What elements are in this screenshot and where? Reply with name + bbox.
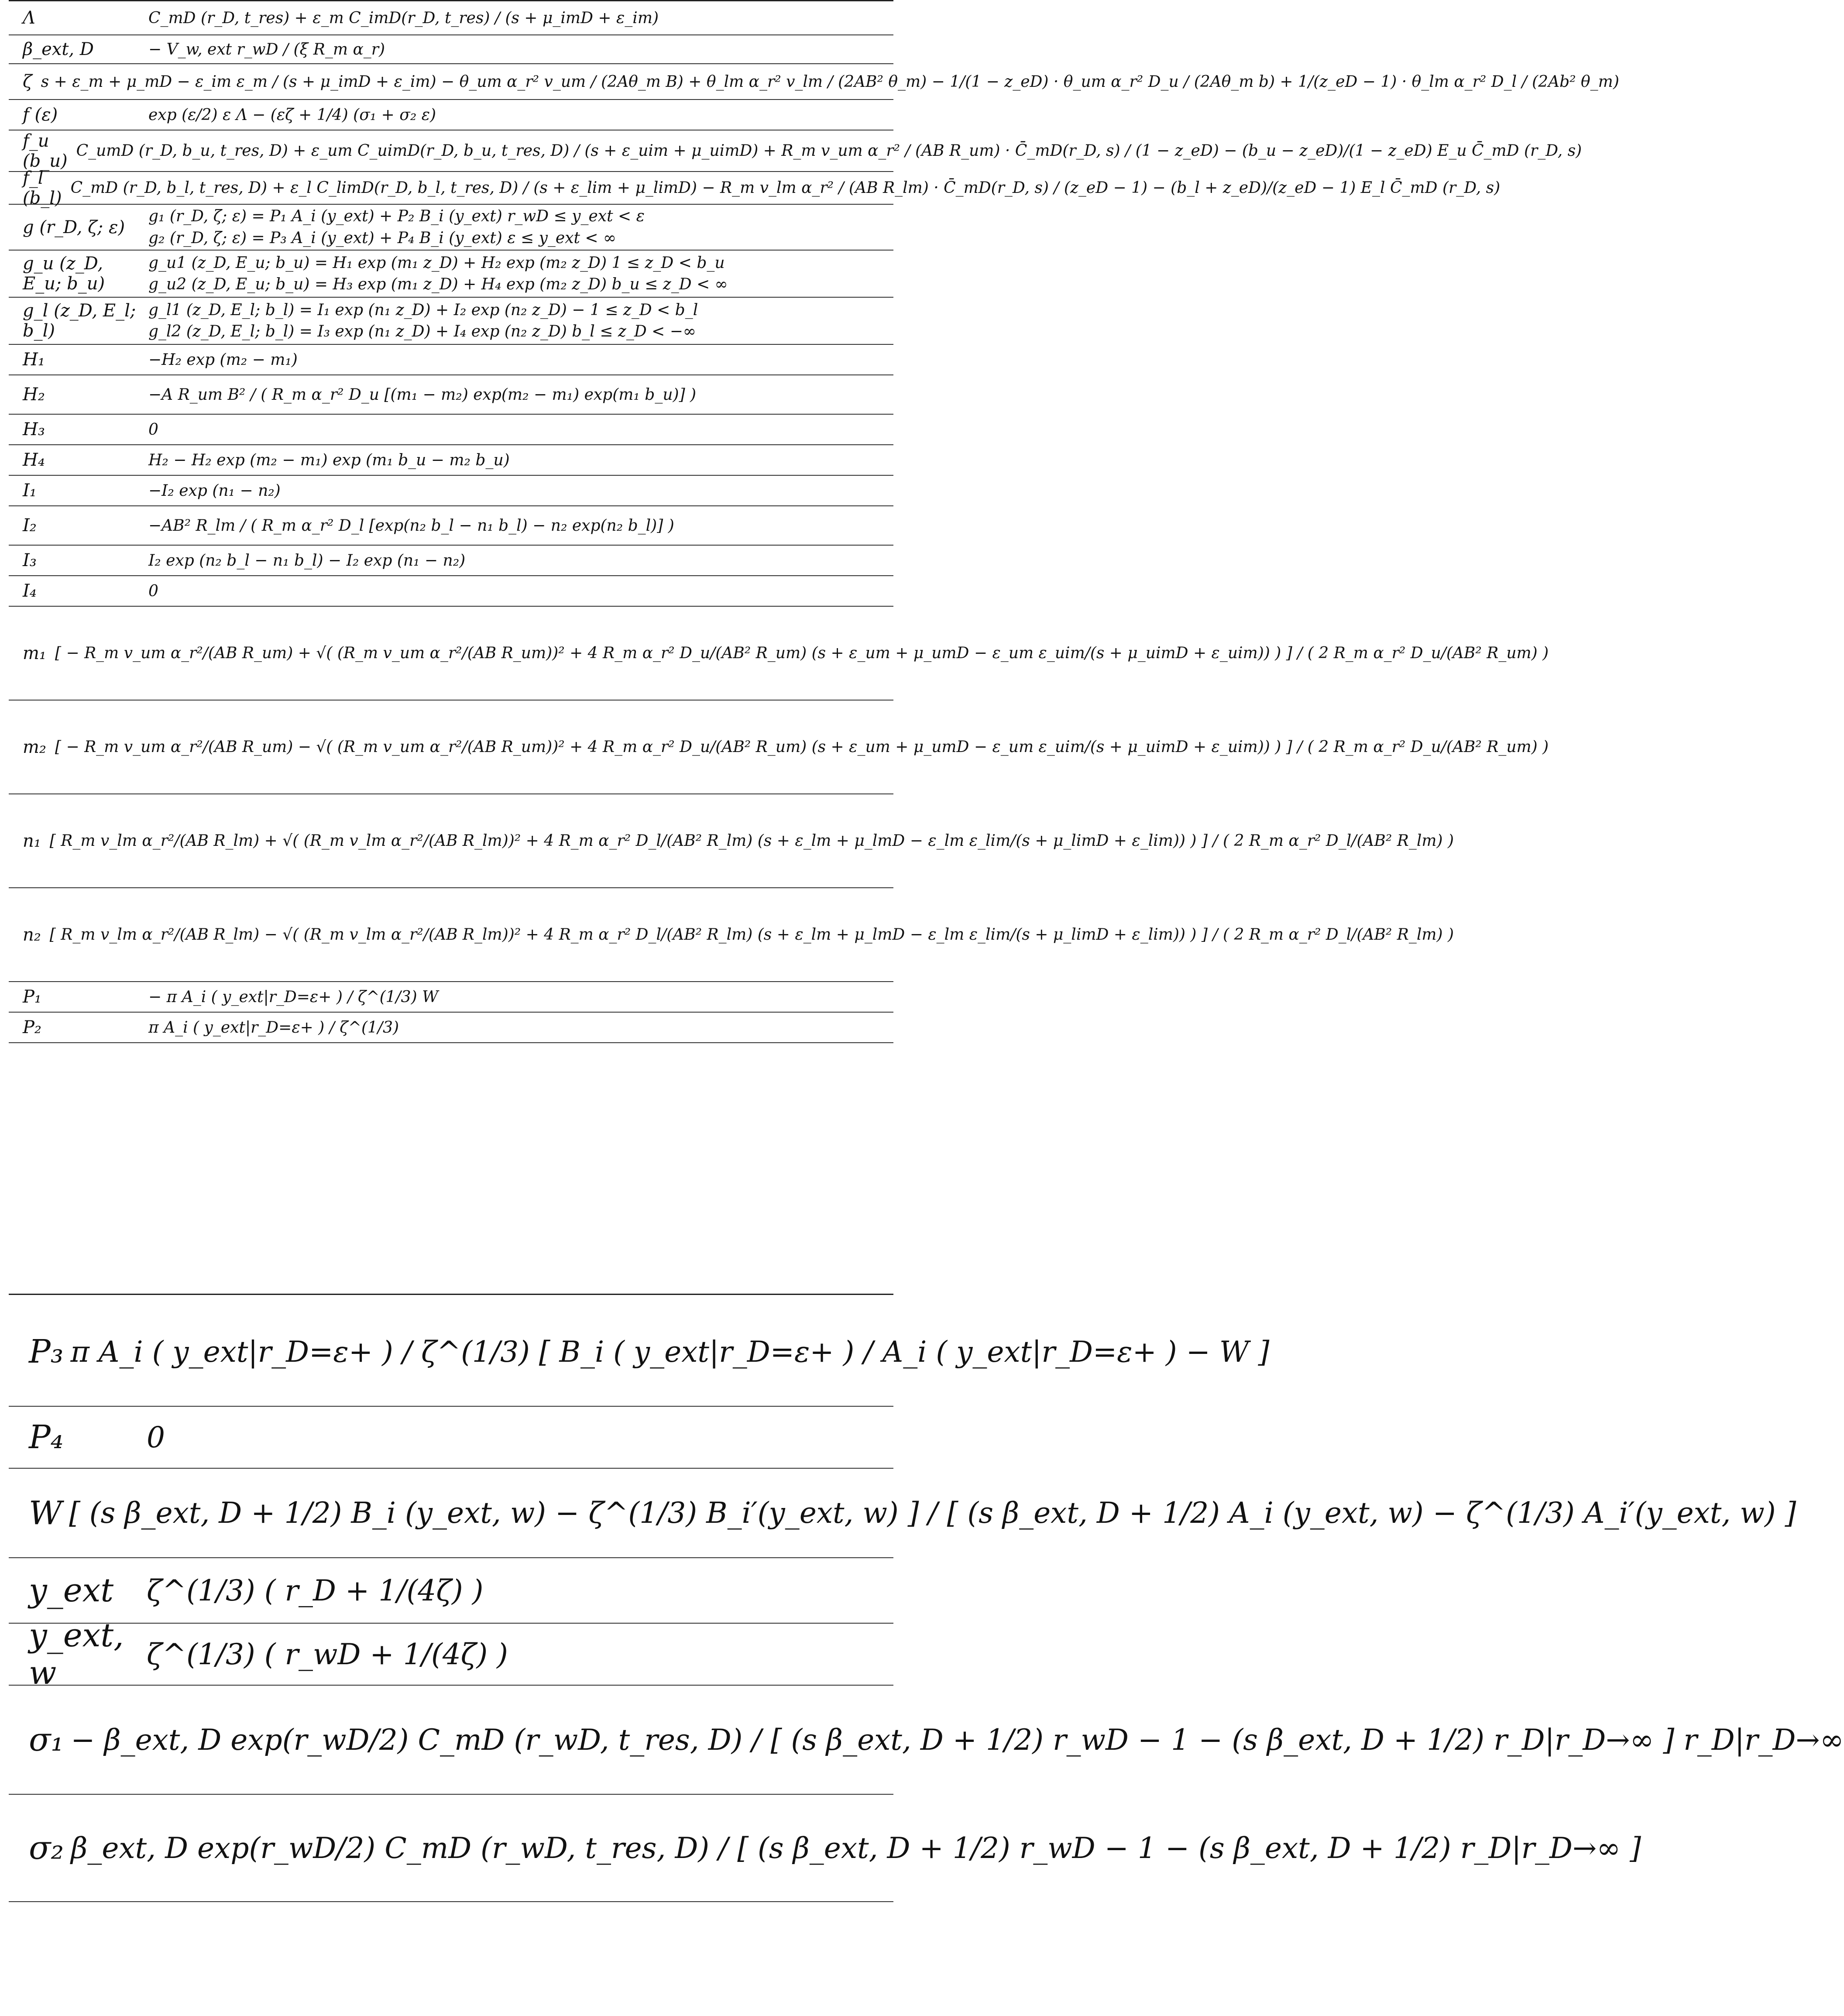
row-symbol: I₄	[23, 581, 37, 601]
row-symbol: g (r_D, ζ; ε)	[23, 217, 125, 237]
table-row	[9, 251, 893, 298]
row-symbol: H₄	[23, 450, 45, 470]
row-symbol: I₂	[23, 515, 37, 536]
row-expression	[140, 451, 893, 469]
table-row	[9, 546, 893, 576]
row-symbol: σ₂	[29, 1829, 64, 1867]
expression-line: 0	[147, 1420, 165, 1454]
expression-line: ζ^(1/3) ( r_wD + 1/(4ζ) )	[147, 1637, 508, 1671]
table-separator-line	[9, 1294, 893, 1295]
row-expression	[140, 9, 893, 27]
table-row	[9, 35, 893, 64]
expression-line: g₁ (r_D, ζ; ε) = P₁ A_i (y_ext) + P₂ B_i (y_ext) r_wD ≤ y_ext < ε	[148, 207, 645, 226]
expression-line: [ − R_m v_um α_r²/(AB R_um) − √( (R_m v_um α_r²/(AB R_um))² + 4 R_m α_r² D_u/(AB² R_um) (s + ε_um + μ_umD − ε_um ε_uim/(s + μ_uimD + ε_uim)) ) ] / ( 2 R_m α_r² D_u/(AB² R_um) )	[55, 738, 1549, 756]
table-row	[9, 205, 893, 251]
row-expression	[140, 1421, 893, 1454]
table-row	[9, 476, 893, 506]
expression-line: ζ^(1/3) ( r_D + 1/(4ζ) )	[147, 1573, 484, 1607]
row-expression	[140, 41, 893, 58]
expression-line: −H₂ exp (m₂ − m₁)	[148, 350, 298, 369]
row-expression	[140, 1574, 893, 1607]
expression-line: 0	[148, 582, 158, 600]
row-symbol: n₁	[23, 831, 41, 851]
table-row	[9, 168, 1501, 208]
expression-line: g_l1 (z_D, E_l; b_l) = I₁ exp (n₁ z_D) + I₂ exp (n₂ z_D) − 1 ≤ z_D < b_l	[148, 301, 698, 319]
row-symbol: W	[29, 1494, 62, 1532]
row-symbol: ζ	[23, 72, 32, 92]
table-row	[9, 982, 893, 1013]
row-symbol: P₄	[29, 1418, 64, 1456]
table-row	[9, 1469, 1796, 1558]
expression-line: g_u2 (z_D, E_u; b_u) = H₃ exp (m₁ z_D) + H₄ exp (m₂ z_D) b_u ≤ z_D < ∞	[148, 275, 728, 293]
row-symbol: g_u (z_D, E_u; b_u)	[23, 254, 105, 294]
row-expression	[41, 832, 1454, 850]
row-symbol: σ₁	[29, 1721, 64, 1758]
row-expression	[46, 644, 1549, 662]
expression-line: −I₂ exp (n₁ − n₂)	[148, 481, 281, 500]
table-row	[9, 607, 1549, 701]
row-symbol: y_ext	[29, 1572, 114, 1609]
row-symbol: I₁	[23, 481, 37, 501]
row-expression	[140, 106, 893, 124]
row-symbol: f (ε)	[23, 105, 58, 125]
table-row	[9, 1, 893, 35]
table-row	[9, 1298, 1270, 1407]
expression-line: − π A_i ( y_ext|r_D=ε+ ) / ζ^(1/3) W	[148, 988, 439, 1006]
row-expression	[46, 738, 1549, 756]
row-symbol: g_l (z_D, E_l; b_l)	[23, 301, 136, 341]
row-symbol: β_ext, D	[23, 39, 94, 59]
row-symbol: f_l (b_l)	[23, 168, 62, 208]
expression-line: exp (ε/2) ε Λ − (εζ + 1/4) (σ₁ + σ₂ ε)	[148, 106, 436, 124]
expression-line: [ R_m v_lm α_r²/(AB R_lm) + √( (R_m v_lm α_r²/(AB R_lm))² + 4 R_m α_r² D_l/(AB² R_lm) (s + ε_lm + μ_lmD − ε_lm ε_lim/(s + μ_limD + ε_lim)) ) ] / ( 2 R_m α_r² D_l/(AB² R_lm) )	[49, 832, 1454, 850]
row-expression	[140, 988, 893, 1006]
row-expression	[68, 142, 1582, 160]
row-symbol: P₂	[23, 1017, 41, 1037]
table-row	[9, 506, 893, 546]
row-symbol: H₂	[23, 385, 45, 405]
table-row	[9, 1617, 893, 1692]
row-symbol: m₂	[23, 737, 46, 757]
row-expression	[140, 582, 893, 600]
expression-line: g₂ (r_D, ζ; ε) = P₃ A_i (y_ext) + P₄ B_i (y_ext) ε ≤ y_ext < ∞	[148, 229, 617, 247]
expression-line: −AB² R_lm / ( R_m α_r² D_l [exp(n₂ b_l − n₁ b_l) − n₂ exp(n₂ b_l)] )	[148, 516, 674, 535]
row-expression	[140, 552, 893, 570]
expression-line: π A_i ( y_ext|r_D=ε+ ) / ζ^(1/3) [ B_i ( y_ext|r_D=ε+ ) / A_i ( y_ext|r_D=ε+ ) − W ]	[70, 1335, 1270, 1369]
expression-line: I₂ exp (n₂ b_l − n₁ b_l) − I₂ exp (n₁ − n₂)	[148, 551, 466, 570]
row-expression	[140, 301, 893, 341]
row-expression	[140, 482, 893, 500]
row-expression	[140, 254, 893, 294]
row-symbol: Λ	[23, 8, 35, 28]
expression-line: s + ε_m + μ_mD − ε_im ε_m / (s + μ_imD + ε_im) − θ_um α_r² v_um / (2Aθ_m B) + θ_lm α_r² v_lm / (2AB² θ_m) − 1/(1 − z_eD) · θ_um α_r² D_u / (2Aθ_m b) + 1/(z_eD − 1) · θ_lm α_r² D_l / (2Ab² θ_m)	[41, 72, 1619, 91]
expression-line: − V_w, ext r_wD / (ξ R_m α_r)	[148, 40, 385, 58]
table-row	[9, 415, 893, 445]
table-row	[9, 701, 1549, 794]
row-expression	[140, 517, 893, 535]
row-symbol: I₃	[23, 550, 37, 570]
row-symbol: H₁	[23, 350, 45, 370]
row-expression	[62, 1496, 1796, 1530]
expression-line: H₂ − H₂ exp (m₂ − m₁) exp (m₁ b_u − m₂ b_u)	[148, 451, 510, 469]
table-row	[9, 375, 893, 415]
equation-table-part-1	[9, 0, 1619, 1043]
table-row	[9, 888, 1454, 982]
table-row	[9, 794, 1454, 888]
expression-line: [ R_m v_lm α_r²/(AB R_lm) − √( (R_m v_lm α_r²/(AB R_lm))² + 4 R_m α_r² D_l/(AB² R_lm) (s + ε_lm + μ_lmD − ε_lm ε_lim/(s + μ_limD + ε_lim)) ) ] / ( 2 R_m α_r² D_l/(AB² R_lm) )	[49, 926, 1454, 944]
expression-line: g_l2 (z_D, E_l; b_l) = I₃ exp (n₁ z_D) + I₄ exp (n₂ z_D) b_l ≤ z_D < −∞	[148, 323, 696, 340]
row-expression	[32, 73, 1619, 91]
table-row	[9, 576, 893, 607]
row-expression	[140, 351, 893, 369]
table-row	[9, 298, 893, 345]
expression-line: [ (s β_ext, D + 1/2) B_i (y_ext, w) − ζ^(1/3) B_i′(y_ext, w) ] / [ (s β_ext, D + 1/2) A_i (y_ext, w) − ζ^(1/3) A_i′(y_ext, w) ]	[69, 1496, 1796, 1530]
row-expression	[140, 1019, 893, 1037]
row-symbol: n₂	[23, 924, 41, 945]
row-symbol: P₁	[23, 987, 41, 1007]
table-row	[9, 1795, 1641, 1902]
expression-line: 0	[148, 420, 158, 439]
row-expression	[41, 926, 1454, 944]
row-expression	[63, 1335, 1269, 1369]
expression-line: g_u1 (z_D, E_u; b_u) = H₁ exp (m₁ z_D) + H₂ exp (m₂ z_D) 1 ≤ z_D < b_u	[148, 254, 725, 272]
row-symbol: H₃	[23, 419, 45, 440]
expression-line: [ − R_m v_um α_r²/(AB R_um) + √( (R_m v_um α_r²/(AB R_um))² + 4 R_m α_r² D_u/(AB² R_um) (s + ε_um + μ_umD − ε_um ε_uim/(s + μ_uimD + ε_uim)) ) ] / ( 2 R_m α_r² D_u/(AB² R_um) )	[55, 644, 1549, 662]
table-row	[9, 1686, 1844, 1795]
expression-line: − β_ext, D exp(r_wD/2) C_mD (r_wD, t_res, D) / [ (s β_ext, D + 1/2) r_wD − 1 − (s β_ext, D + 1/2) r_D|r_D→∞ ] r_D|r_D→∞	[71, 1723, 1844, 1757]
row-expression	[140, 386, 893, 404]
row-symbol: P₃	[29, 1333, 64, 1370]
row-expression	[64, 1723, 1844, 1757]
table-row	[9, 100, 893, 131]
table-row	[9, 64, 1619, 100]
expression-line: C_mD (r_D, t_res) + ε_m C_imD(r_D, t_res) / (s + μ_imD + ε_im)	[148, 9, 659, 27]
row-expression	[140, 1638, 893, 1671]
row-expression	[64, 1831, 1641, 1865]
row-symbol: y_ext, w	[29, 1617, 124, 1692]
table-row	[9, 1558, 893, 1624]
expression-line: β_ext, D exp(r_wD/2) C_mD (r_wD, t_res, D) / [ (s β_ext, D + 1/2) r_wD − 1 − (s β_ext, D + 1/2) r_D|r_D→∞ ]	[71, 1831, 1641, 1865]
table-row	[9, 345, 893, 375]
equation-table-part-2	[9, 1298, 1844, 1902]
table-row	[9, 1407, 893, 1469]
row-expression	[140, 421, 893, 439]
expression-line: C_mD (r_D, b_l, t_res, D) + ε_l C_limD(r_D, b_l, t_res, D) / (s + ε_lim + μ_limD) − R_m v_lm α_r² / (AB R_lm) · C̄_mD(r_D, s) / (z_eD − 1) − (b_l + z_eD)/(z_eD − 1) E_l C̄_mD (r_D, s)	[70, 179, 1501, 197]
table-row	[9, 1013, 893, 1043]
row-symbol: f_u (b_u)	[23, 131, 68, 171]
expression-line: −A R_um B² / ( R_m α_r² D_u [(m₁ − m₂) exp(m₂ − m₁) exp(m₁ b_u)] )	[148, 385, 697, 404]
table-row	[9, 445, 893, 476]
expression-line: C_umD (r_D, b_u, t_res, D) + ε_um C_uimD(r_D, b_u, t_res, D) / (s + ε_uim + μ_uimD) + R_m v_um α_r² / (AB R_um) · C̄_mD(r_D, s) / (1 − z_eD) − (b_u − z_eD)/(1 − z_eD) E_u C̄_mD (r_D, s)	[76, 142, 1582, 160]
row-expression	[140, 207, 893, 247]
row-expression	[62, 179, 1501, 197]
expression-line: π A_i ( y_ext|r_D=ε+ ) / ζ^(1/3)	[148, 1018, 399, 1037]
table-row	[9, 131, 1582, 172]
row-symbol: m₁	[23, 643, 46, 663]
